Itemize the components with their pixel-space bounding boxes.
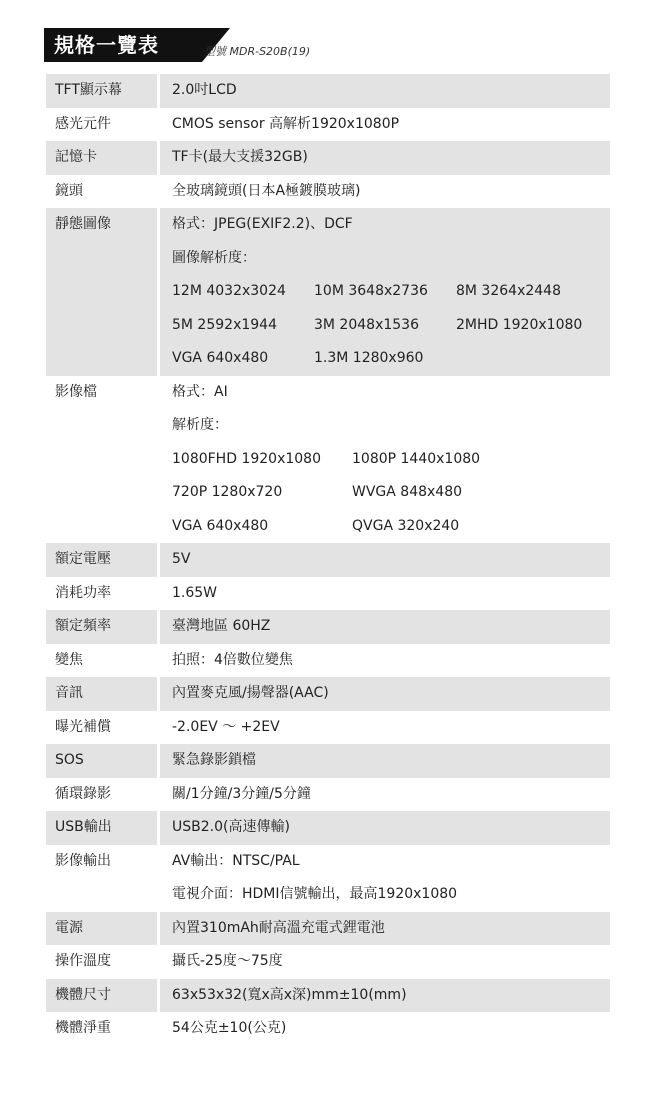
spec-row-weight: [46, 1012, 610, 1046]
spec-value: 5V: [172, 551, 191, 567]
resolution-item: 1080P 1440x1080: [352, 450, 481, 467]
spec-value: 關/1分鐘/3分鐘/5分鐘: [172, 785, 311, 802]
spec-value: 2.0吋LCD: [172, 82, 237, 98]
spec-value: 電視介面：HDMI信號輸出，最高1920x1080: [172, 886, 458, 902]
spec-value: 緊急錄影鎖檔: [172, 752, 256, 768]
resolution-item: 1.3M 1280x960: [314, 350, 424, 366]
spec-table: [46, 74, 610, 1046]
resolution-item: 3M 2048x1536: [314, 316, 419, 333]
spec-value: 內置麥克風/揚聲器(AAC): [172, 685, 329, 701]
spec-label: 變焦: [55, 651, 83, 668]
spec-label: SOS: [46, 744, 157, 778]
spec-row-power: [46, 577, 610, 611]
spec-header: [44, 28, 604, 62]
spec-label: 消耗功率: [55, 584, 111, 601]
spec-value-row: [172, 443, 610, 477]
spec-value: 圖像解析度：: [172, 249, 256, 266]
spec-value: 格式：AI: [172, 383, 228, 400]
page-title: 規格一覽表: [44, 28, 202, 62]
spec-value: USB2.0(高速傳輸): [172, 819, 290, 835]
spec-value: 內置310mAh耐高溫充電式鋰電池: [172, 919, 385, 936]
spec-value-row: [172, 275, 610, 309]
spec-label: 感光元件: [55, 115, 111, 132]
resolution-item: 12M 4032x3024: [172, 283, 286, 299]
spec-value: TF卡(最大支援32GB): [172, 149, 308, 165]
model-number: 型號 MDR-S20B(19): [204, 45, 311, 58]
resolution-item: 1080FHD 1920x1080: [172, 450, 321, 467]
spec-label: 額定頻率: [46, 610, 157, 644]
resolution-item: VGA 640x480: [172, 517, 269, 534]
spec-row-battery: [46, 912, 610, 946]
spec-label: 電源: [46, 912, 157, 946]
spec-label: 影像檔: [55, 383, 97, 400]
spec-value: -2.0EV ～ +2EV: [172, 718, 280, 735]
spec-row-card: [46, 141, 610, 175]
spec-value: 63x53x32(寬x高x深)mm±10(mm): [172, 986, 407, 1003]
spec-value-row: [172, 476, 610, 510]
spec-row-usb: [46, 811, 610, 845]
spec-row-still-image: [46, 208, 610, 376]
spec-value: 54公克±10(公克): [172, 1020, 287, 1036]
spec-value: 全玻璃鏡頭(日本A極鍍膜玻璃): [172, 182, 361, 199]
spec-label: 額定電壓: [46, 543, 157, 577]
spec-label: 記憶卡: [46, 141, 157, 175]
spec-value-row: [172, 342, 610, 376]
resolution-item: VGA 640x480: [172, 350, 269, 366]
spec-value: 1.65W: [172, 584, 218, 601]
resolution-item: 2MHD 1920x1080: [456, 316, 583, 333]
spec-label: 靜態圖像: [46, 208, 157, 376]
spec-value-row: [172, 510, 610, 544]
spec-label: 機體淨重: [55, 1020, 111, 1036]
spec-row-video: [46, 376, 610, 544]
spec-label: 音訊: [46, 677, 157, 711]
spec-label: 機體尺寸: [46, 979, 157, 1013]
spec-value-row: [172, 309, 610, 343]
spec-row-voltage: [46, 543, 610, 577]
spec-row-exposure: [46, 711, 610, 745]
spec-value: 拍照：4倍數位變焦: [172, 651, 293, 668]
spec-row-temperature: [46, 945, 610, 979]
resolution-item: 5M 2592x1944: [172, 316, 277, 333]
spec-label: 曝光補償: [55, 718, 111, 735]
resolution-item: QVGA 320x240: [352, 517, 460, 534]
spec-value: CMOS sensor 高解析1920x1080P: [172, 115, 400, 132]
spec-value: AV輸出：NTSC/PAL: [172, 852, 300, 869]
spec-row-size: [46, 979, 610, 1013]
spec-label: 操作溫度: [55, 953, 111, 969]
spec-row-lens: [46, 175, 610, 209]
resolution-item: 10M 3648x2736: [314, 283, 428, 299]
spec-label: 循環錄影: [55, 785, 111, 802]
resolution-item: 8M 3264x2448: [456, 283, 561, 299]
spec-row-zoom: [46, 644, 610, 678]
spec-row-frequency: [46, 610, 610, 644]
spec-value: 格式：JPEG(EXIF2.2)、DCF: [172, 216, 353, 232]
resolution-item: WVGA 848x480: [352, 484, 463, 500]
spec-label: 鏡頭: [55, 182, 83, 199]
spec-label: 影像輸出: [55, 852, 111, 869]
spec-label: TFT顯示幕: [46, 74, 157, 108]
spec-row-tft: [46, 74, 610, 108]
spec-value: 臺灣地區 60HZ: [172, 618, 271, 634]
spec-value: 解析度：: [172, 417, 228, 433]
spec-row-sos: [46, 744, 610, 778]
spec-row-sensor: [46, 108, 610, 142]
spec-row-video-output: [46, 845, 610, 912]
spec-label: USB輸出: [46, 811, 157, 845]
spec-row-loop: [46, 778, 610, 812]
spec-value: 攝氏-25度～75度: [172, 953, 283, 969]
spec-row-audio: [46, 677, 610, 711]
resolution-item: 720P 1280x720: [172, 484, 283, 500]
